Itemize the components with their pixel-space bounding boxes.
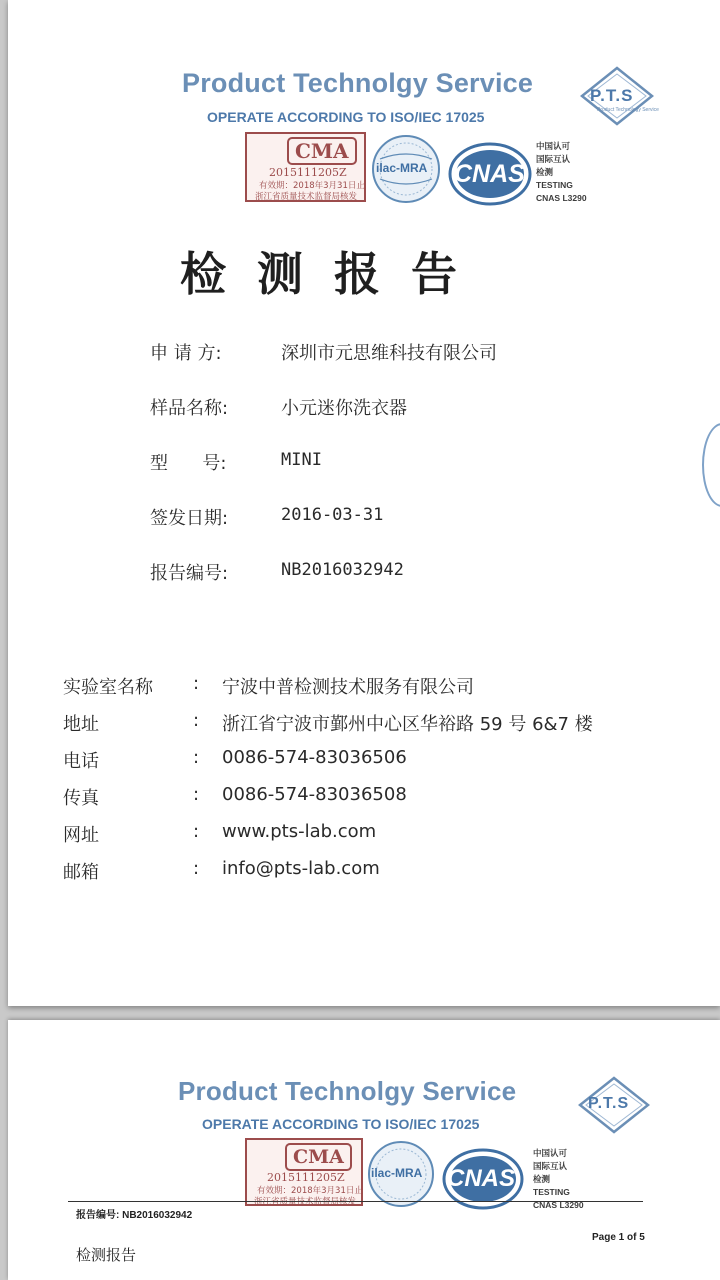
cnas-line: 检测 [536, 167, 554, 177]
cma-validity: 有效期：2018年3月31日止 [259, 181, 365, 191]
page2-cma-validity: 有效期：2018年3月31日止 [257, 1186, 363, 1196]
page2-cnas-mark: CNAS [447, 1165, 516, 1192]
fax-value: 0086-574-83036508 [222, 784, 407, 805]
report-number-value: NB2016032942 [281, 560, 404, 580]
email-label: 邮箱 [63, 862, 99, 883]
issue-date-value: 2016-03-31 [281, 505, 384, 525]
page2-cma-mark: CMA [285, 1143, 352, 1171]
page2-header-rule [68, 1201, 643, 1202]
cnas-line: CNAS L3290 [536, 193, 587, 203]
cnas-line: TESTING [536, 180, 573, 190]
applicant-value: 深圳市元思维科技有限公司 [281, 343, 497, 364]
email-value[interactable]: info@pts-lab.com [222, 858, 380, 879]
cma-number: 2015111205Z [269, 166, 347, 179]
page2-cma-authority: 浙江省质量技术监督局核发 [254, 1197, 357, 1207]
page2-page-label: Page 1 of 5 [592, 1232, 645, 1243]
cnas-line: 中国认可 [533, 1148, 568, 1158]
page2-ilac-text: ilac-MRA [371, 1166, 423, 1180]
sample-name-label: 样品名称: [150, 398, 229, 419]
lab-colon: : [193, 673, 200, 694]
lab-colon: : [193, 747, 200, 768]
ilac-mra-logo [370, 133, 442, 205]
report-cover-page [8, 0, 720, 1006]
page2-pts-logo-text: P.T.S [588, 1095, 630, 1112]
applicant-label: 申 请 方: [150, 343, 222, 364]
seal-stamp-edge [702, 423, 720, 507]
issue-date-label: 签发日期: [150, 508, 229, 529]
brand-title: Product Technolgy Service [182, 68, 534, 98]
cnas-line: 检测 [533, 1174, 551, 1184]
brand-subtitle: OPERATE ACCORDING TO ISO/IEC 17025 [207, 109, 485, 125]
page2-cma-number: 2015111205Z [267, 1171, 345, 1184]
cma-certification-stamp [245, 132, 366, 202]
model-value: MINI [281, 450, 322, 470]
report-title: 检测报告 [180, 247, 488, 301]
cnas-logo [448, 142, 532, 206]
page2-cma-stamp [245, 1138, 363, 1206]
page2-cnas-info [533, 1147, 584, 1212]
lab-name-label: 实验室名称 [63, 677, 153, 698]
lab-colon: : [193, 784, 200, 805]
pts-logo-subtext: Product Technology Service [597, 107, 659, 113]
cnas-line: CNAS L3290 [533, 1200, 584, 1210]
page2-heading: 检测报告 [76, 1246, 137, 1264]
cma-authority: 浙江省质量技术监督局核发 [255, 192, 358, 202]
website-label: 网址 [63, 825, 99, 846]
page2-brand-title: Product Technolgy Service [178, 1076, 517, 1106]
sample-name-value: 小元迷你洗衣器 [281, 398, 407, 419]
cnas-line: 国际互认 [536, 154, 571, 164]
lab-colon: : [193, 821, 200, 842]
cnas-line: 国际互认 [533, 1161, 568, 1171]
website-value[interactable]: www.pts-lab.com [222, 821, 377, 842]
lab-colon: : [193, 710, 200, 731]
cnas-info [536, 140, 587, 205]
pts-logo [580, 66, 659, 126]
cma-mark: CMA [287, 137, 357, 165]
pts-logo-text: P.T.S [590, 86, 634, 105]
page2-ilac-logo [366, 1139, 436, 1209]
page2-brand-subtitle: OPERATE ACCORDING TO ISO/IEC 17025 [202, 1116, 480, 1132]
cnas-line: TESTING [533, 1187, 570, 1197]
ilac-text: ilac-MRA [376, 161, 428, 175]
page2-report-number: 报告编号: NB2016032942 [76, 1210, 193, 1221]
fax-label: 传真 [63, 788, 99, 809]
lab-colon: : [193, 858, 200, 879]
address-value: 浙江省宁波市鄞州中心区华裕路 59 号 6&7 楼 [222, 714, 593, 735]
cnas-mark: CNAS [454, 160, 525, 188]
model-label: 型 号: [150, 453, 227, 474]
phone-label: 电话 [63, 751, 99, 772]
lab-name-value: 宁波中普检测技术服务有限公司 [222, 677, 474, 698]
report-number-label: 报告编号: [150, 563, 229, 584]
page2-pts-logo [578, 1076, 650, 1134]
address-label: 地址 [63, 714, 99, 735]
phone-value: 0086-574-83036506 [222, 747, 407, 768]
cnas-line: 中国认可 [536, 141, 571, 151]
